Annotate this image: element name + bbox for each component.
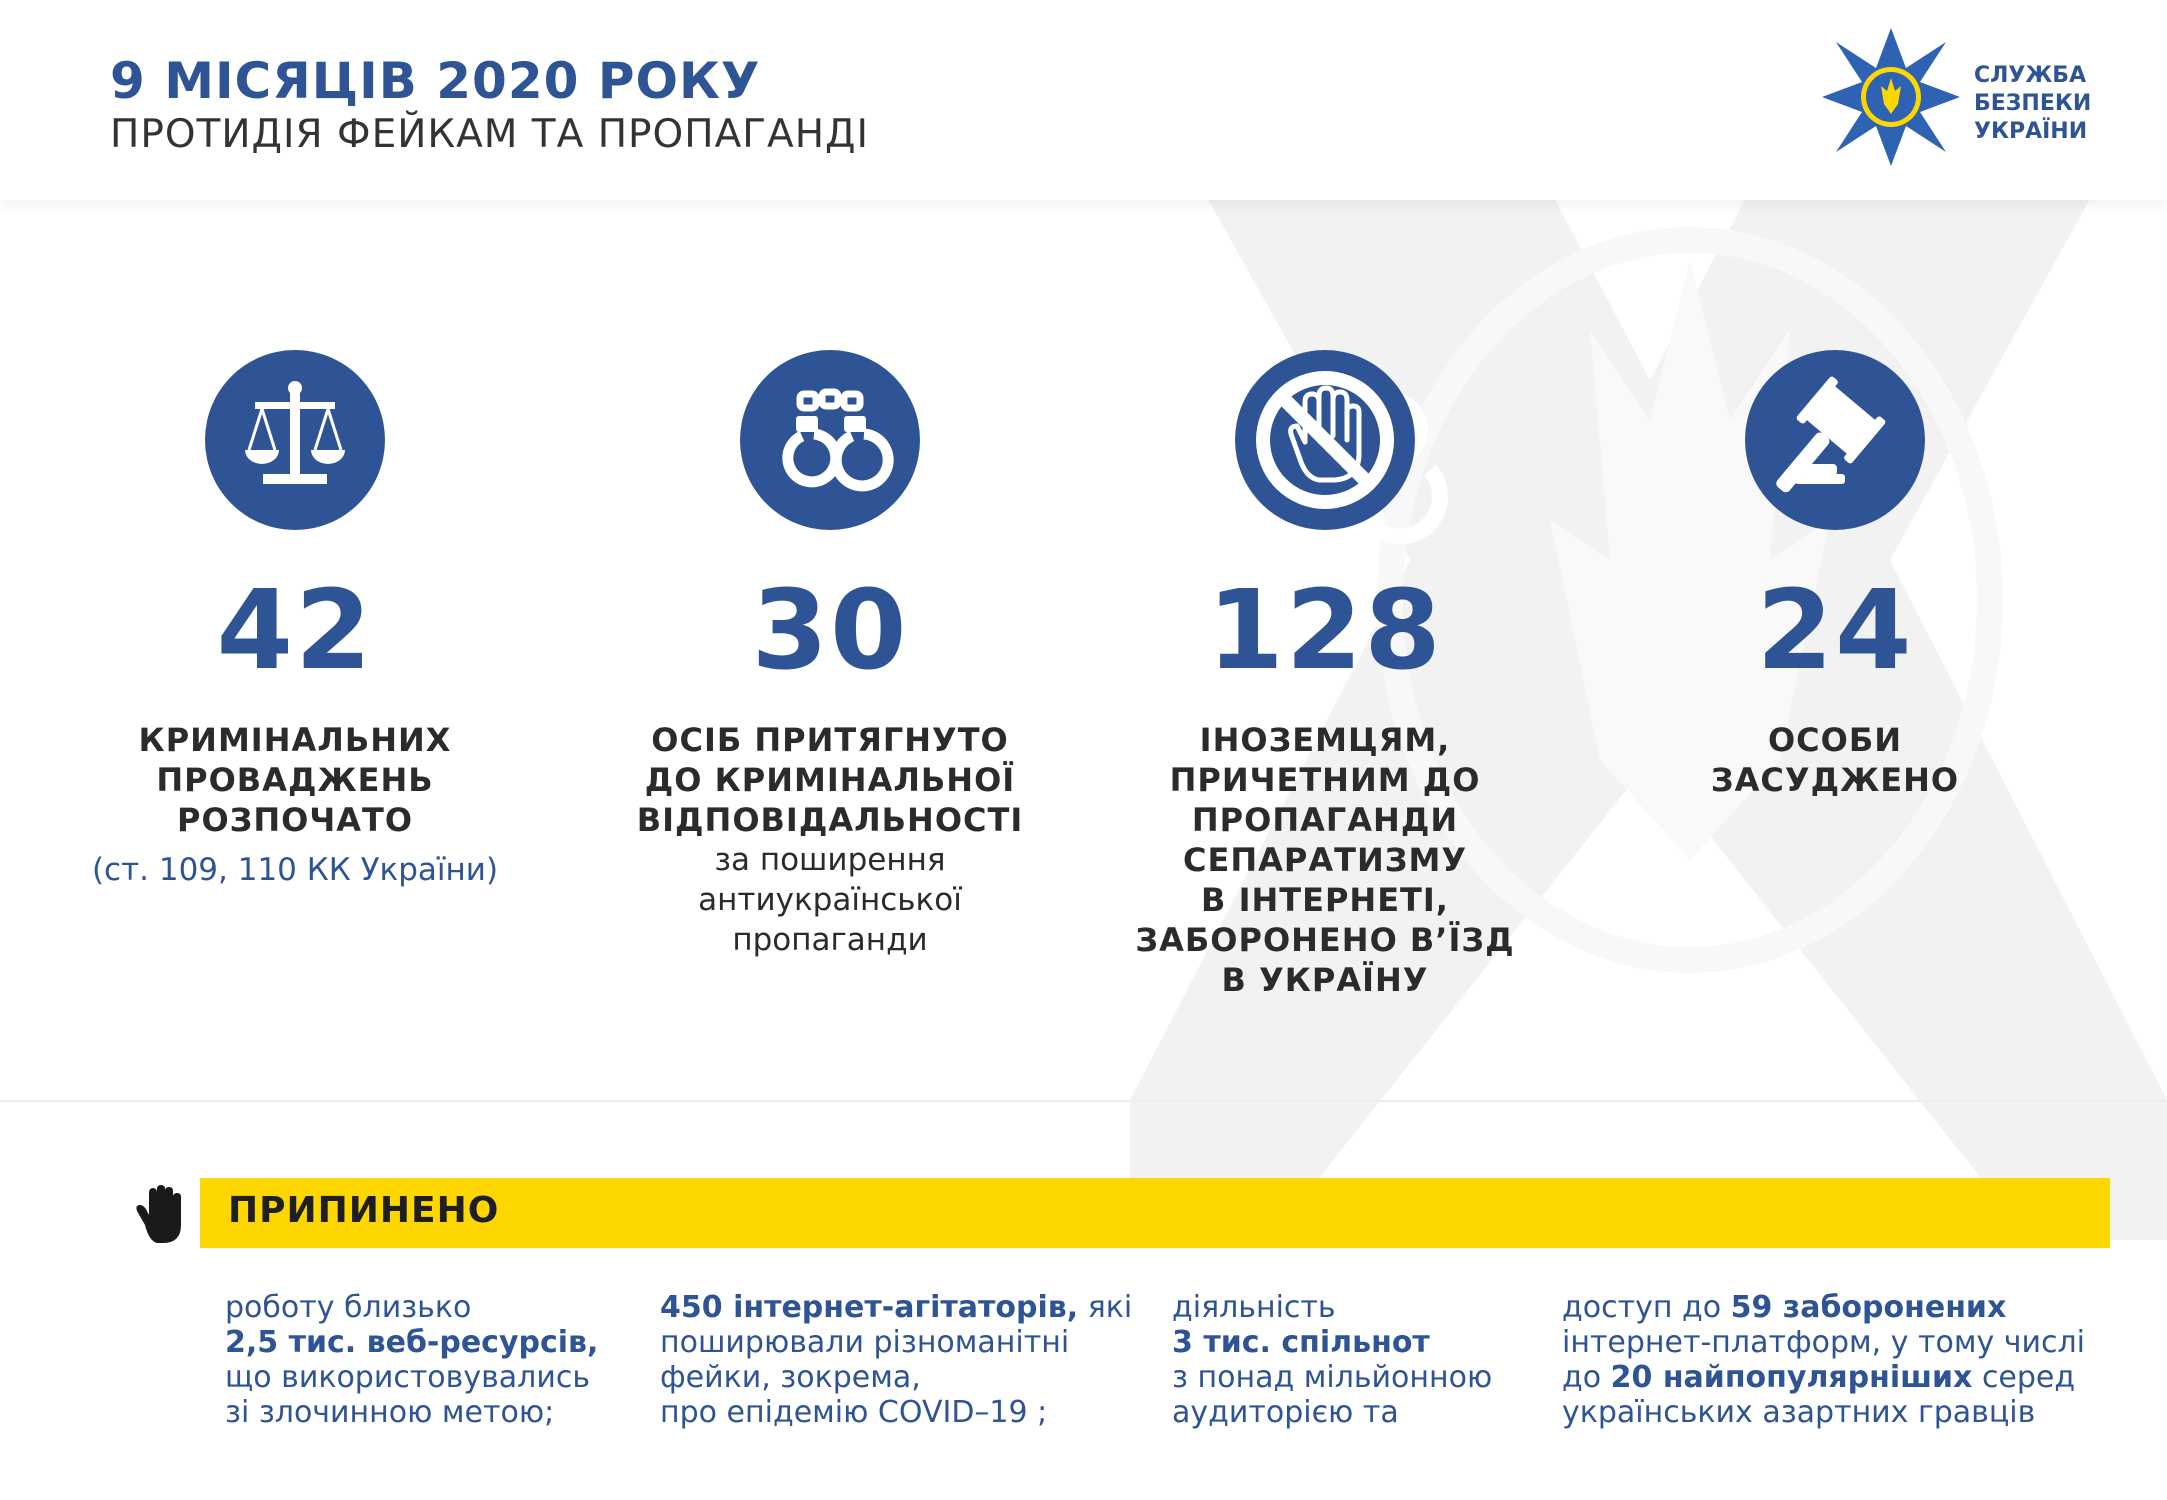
stat-note-line: за поширення [714,842,946,878]
stop-hand-icon [135,1185,189,1243]
stat-persons-charged [590,350,1070,960]
stat-label-line: ІНОЗЕМЦЯМ, [1199,721,1451,759]
stat-label-line: ЗАСУДЖЕНО [1710,761,1960,799]
stat-label-line: СЕПАРАТИЗМУ [1183,841,1467,879]
stopped-line: роботу близько [225,1290,472,1325]
stat-value: 128 [1207,566,1443,694]
stats-section [0,200,2167,1100]
stopped-line: до [1562,1360,1611,1395]
stopped-highlight: 450 інтернет-агітаторів, [660,1290,1079,1325]
section-divider [0,1100,2167,1102]
stopped-line: зі злочинною метою; [225,1395,555,1430]
stopped-line: серед [1972,1360,2076,1395]
stopped-highlight: 2,5 тис. веб-ресурсів, [225,1325,599,1360]
stopped-item-communities [1172,1290,1492,1430]
stopped-line: діяльність [1172,1290,1336,1325]
stopped-highlight: 3 тис. спільнот [1172,1325,1430,1360]
stat-label-line: ПРОВАДЖЕНЬ [156,761,434,799]
page-title: 9 МІСЯЦІВ 2020 РОКУ [110,52,761,110]
stopped-line: фейки, зокрема, [660,1360,921,1395]
stopped-line: українських азартних гравців [1562,1395,2036,1430]
stopped-item-web-resources [225,1290,598,1430]
stat-icon-circle [1235,350,1415,530]
sbu-logo [1822,28,2167,168]
stat-label-line: ВІДПОВІДАЛЬНОСТІ [636,801,1024,839]
stat-label-line: ЗАБОРОНЕНО В’ЇЗД [1135,921,1515,959]
stopped-highlight: 59 заборонених [1730,1290,2007,1325]
stat-icon-circle [1745,350,1925,530]
handcuffs-icon [740,350,920,530]
stopped-item-platforms [1562,1290,2085,1430]
no-entry-hand-icon [1235,350,1415,530]
stat-label-line: ПРОПАГАНДИ [1191,801,1459,839]
stat-icon-circle [205,350,385,530]
stopped-line: поширювали різноманітні [660,1325,1070,1360]
stat-label-line: ОСІБ ПРИТЯГНУТО [651,721,1009,759]
stat-label [1595,720,2075,800]
stat-note-line: (ст. 109, 110 КК України) [91,852,499,888]
stat-persons-convicted [1595,350,2075,800]
stopped-item-agitators [660,1290,1132,1430]
stopped-line: з понад мільйонною [1172,1360,1493,1395]
stat-note-line: антиукраїнської [698,882,962,918]
scales-icon [205,350,385,530]
stat-note [590,840,1070,960]
logo-line: УКРАЇНИ [1974,119,2088,144]
stat-label [55,720,535,840]
stat-label-line: РОЗПОЧАТО [176,801,414,839]
header [0,0,2167,200]
stopped-banner-label: ПРИПИНЕНО [228,1190,500,1231]
page-subtitle: ПРОТИДІЯ ФЕЙКАМ ТА ПРОПАГАНДІ [110,112,870,157]
stat-entry-banned [1085,350,1565,1000]
stopped-line: про епідемію COVID–19 ; [660,1395,1048,1430]
logo-text [1974,62,2091,146]
stopped-highlight: 20 найпопулярніших [1610,1360,1973,1395]
logo-line: СЛУЖБА [1974,63,2087,88]
stat-value: 30 [751,566,909,694]
stat-label [590,720,1070,840]
stat-label-line: В УКРАЇНУ [1221,961,1429,999]
stat-label [1085,720,1565,1000]
stopped-line: які [1078,1290,1133,1325]
stat-value: 24 [1756,566,1914,694]
stat-label-line: КРИМІНАЛЬНИХ [138,721,452,759]
stopped-line: інтернет-платформ, у тому числі [1562,1325,2085,1360]
stat-label-line: ДО КРИМІНАЛЬНОЇ [644,761,1016,799]
gavel-icon [1745,350,1925,530]
stopped-line: аудиторією та [1172,1395,1399,1430]
stat-note [55,850,535,890]
logo-line: БЕЗПЕКИ [1974,91,2092,116]
stat-icon-circle [740,350,920,530]
stopped-line: що використовувались [225,1360,591,1395]
stat-criminal-cases [55,350,535,890]
stopped-line: доступ до [1562,1290,1731,1325]
stat-label-line: ОСОБИ [1767,721,1903,759]
stat-label-line: В ІНТЕРНЕТІ, [1201,881,1449,919]
sbu-star-icon [1822,28,1960,166]
stopped-banner [200,1178,2110,1248]
stat-value: 42 [216,566,374,694]
stat-label-line: ПРИЧЕТНИМ ДО [1169,761,1481,799]
stat-note-line: пропаганди [732,922,928,958]
